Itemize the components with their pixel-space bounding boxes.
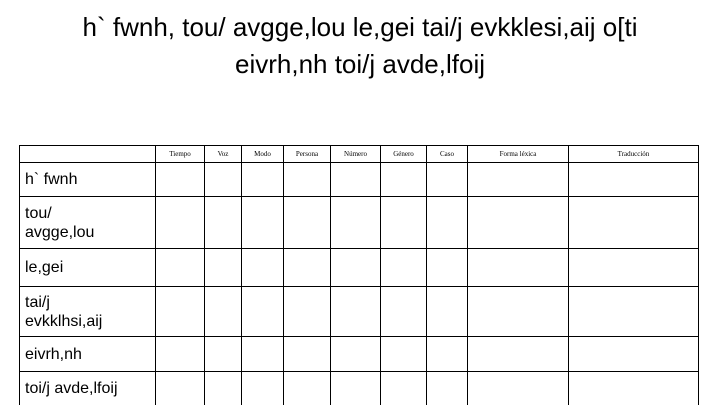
caso-cell[interactable] — [427, 337, 468, 372]
header-modo: Modo — [242, 146, 284, 163]
traduccion-cell[interactable] — [569, 337, 699, 372]
persona-cell[interactable] — [284, 372, 331, 405]
forma-lexica-cell[interactable] — [468, 372, 569, 405]
header-row — [20, 146, 699, 163]
table-row — [20, 163, 699, 197]
greek-word-cell — [20, 287, 156, 337]
numero-cell[interactable] — [331, 249, 381, 287]
persona-cell[interactable] — [284, 197, 331, 249]
modo-cell[interactable] — [242, 197, 284, 249]
forma-lexica-cell[interactable] — [468, 337, 569, 372]
numero-cell[interactable] — [331, 287, 381, 337]
table-row — [20, 287, 699, 337]
traduccion-cell[interactable] — [569, 163, 699, 197]
greek-word-line: eivrh,nh — [25, 345, 82, 363]
tiempo-cell[interactable] — [156, 337, 205, 372]
greek-word-cell — [20, 163, 156, 197]
traduccion-cell[interactable] — [569, 197, 699, 249]
persona-cell[interactable] — [284, 337, 331, 372]
greek-word-line: avgge,lou — [25, 223, 95, 241]
table-row — [20, 372, 699, 405]
voz-cell[interactable] — [205, 197, 242, 249]
numero-cell[interactable] — [331, 337, 381, 372]
forma-lexica-cell[interactable] — [468, 163, 569, 197]
persona-cell[interactable] — [284, 287, 331, 337]
genero-cell[interactable] — [381, 287, 427, 337]
greek-word-line: h` fwnh — [25, 171, 78, 188]
persona-cell[interactable] — [284, 163, 331, 197]
numero-cell[interactable] — [331, 197, 381, 249]
greek-word-cell — [20, 337, 156, 372]
header-numero: Número — [331, 146, 381, 163]
traduccion-cell[interactable] — [569, 287, 699, 337]
header-tiempo: Tiempo — [156, 146, 205, 163]
voz-cell[interactable] — [205, 287, 242, 337]
numero-cell[interactable] — [331, 163, 381, 197]
greek-word-line: tai/j — [25, 293, 50, 311]
tiempo-cell[interactable] — [156, 287, 205, 337]
header-forma-lexica: Forma léxica — [468, 146, 569, 163]
caso-cell[interactable] — [427, 287, 468, 337]
header-persona: Persona — [284, 146, 331, 163]
genero-cell[interactable] — [381, 337, 427, 372]
modo-cell[interactable] — [242, 249, 284, 287]
genero-cell[interactable] — [381, 249, 427, 287]
tiempo-cell[interactable] — [156, 249, 205, 287]
modo-cell[interactable] — [242, 163, 284, 197]
greek-word-cell — [20, 249, 156, 287]
forma-lexica-cell[interactable] — [468, 287, 569, 337]
genero-cell[interactable] — [381, 197, 427, 249]
tiempo-cell[interactable] — [156, 163, 205, 197]
slide-title-line-1: h` fwnh, tou/ avgge,lou le,gei tai/j evkklesi,aij o[ti — [82, 12, 638, 42]
caso-cell[interactable] — [427, 197, 468, 249]
greek-word-line: le,gei — [25, 259, 64, 276]
voz-cell[interactable] — [205, 337, 242, 372]
persona-cell[interactable] — [284, 249, 331, 287]
modo-cell[interactable] — [242, 287, 284, 337]
header-voz: Voz — [205, 146, 242, 163]
traduccion-cell[interactable] — [569, 372, 699, 405]
header-traduccion: Traducción — [569, 146, 699, 163]
greek-word-cell — [20, 197, 156, 249]
caso-cell[interactable] — [427, 163, 468, 197]
greek-word-cell — [20, 372, 156, 405]
header-caso: Caso — [427, 146, 468, 163]
greek-word-line: toi/j avde,lfoij — [25, 380, 118, 397]
traduccion-cell[interactable] — [569, 249, 699, 287]
slide-title — [0, 9, 720, 83]
tiempo-cell[interactable] — [156, 197, 205, 249]
forma-lexica-cell[interactable] — [468, 197, 569, 249]
caso-cell[interactable] — [427, 249, 468, 287]
forma-lexica-cell[interactable] — [468, 249, 569, 287]
tiempo-cell[interactable] — [156, 372, 205, 405]
greek-word-line: tou/ — [25, 204, 52, 222]
modo-cell[interactable] — [242, 372, 284, 405]
parsing-table — [19, 145, 699, 405]
modo-cell[interactable] — [242, 337, 284, 372]
table-row — [20, 249, 699, 287]
header-genero: Género — [381, 146, 427, 163]
table-row — [20, 197, 699, 249]
numero-cell[interactable] — [331, 372, 381, 405]
voz-cell[interactable] — [205, 163, 242, 197]
voz-cell[interactable] — [205, 249, 242, 287]
header-word — [20, 146, 156, 163]
greek-word-line: evkklhsi,aij — [25, 312, 103, 330]
caso-cell[interactable] — [427, 372, 468, 405]
table-row — [20, 337, 699, 372]
voz-cell[interactable] — [205, 372, 242, 405]
slide-title-line-2: eivrh,nh toi/j avde,lfoij — [234, 49, 486, 79]
genero-cell[interactable] — [381, 163, 427, 197]
genero-cell[interactable] — [381, 372, 427, 405]
